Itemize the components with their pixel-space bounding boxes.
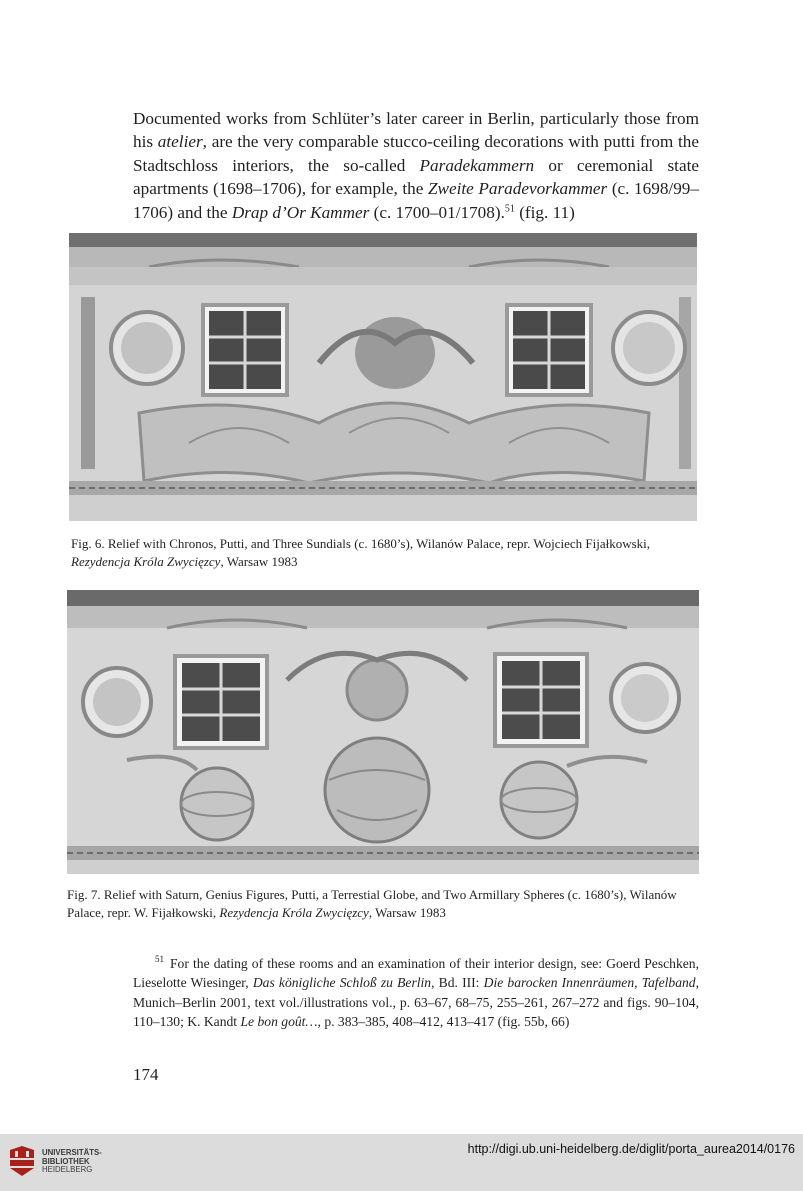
caption-book-title: Rezydencja Króla Zwycięzcy [71,554,221,569]
footnote-number: 51 [155,954,164,965]
footnote-text: For the dating of these rooms and an examination of their interior design, see: Goerd Peschken, Lieselotte Wiesinger, [133,956,699,991]
library-footer-bar [0,1134,803,1191]
body-paragraph [133,107,699,224]
footnote-text: , p. 383–385, 408–412, 413–417 (fig. 55b, 66) [317,1014,570,1030]
italic-term-drap-dor-kammer: Drap d’Or Kammer [231,202,370,222]
figure-7-caption [67,886,707,922]
body-text-segment: (c. 1698/99–1706) and the [133,179,699,222]
italic-term-atelier: atelier [157,132,203,152]
document-url-link[interactable]: http://digi.ub.uni-heidelberg.de/diglit/porta_aurea2014/0176 [467,1142,795,1156]
body-text-segment: , are the very comparable stucco-ceiling decorations with putti from the Stadtschloss interiors, the so-called [133,132,699,175]
figure-6-caption [71,535,691,571]
figure-7-photo [67,590,699,874]
footnote-italic-title: Das königliche Schloß zu Berlin [252,975,432,991]
library-name [42,1149,102,1175]
relief-chronos-sundials-image [69,233,697,521]
body-text-segment: (c. 1700–01/1708). [369,202,505,222]
library-name-line: BIBLIOTHEK [42,1156,90,1166]
body-text-segment: Documented works from Schlüter’s later career in Berlin, particularly those from his [133,109,699,152]
caption-text: , Warsaw 1983 [220,554,298,569]
footnote-reference[interactable]: 51 [504,202,515,214]
italic-term-zweite-paradevorkammer: Zweite Paradevorkammer [427,179,608,199]
library-name-line: UNIVERSITÄTS- [42,1148,102,1157]
figure-6-photo [69,233,697,521]
relief-saturn-globes-image [67,590,699,874]
italic-term-paradekammern: Paradekammern [419,155,535,175]
caption-text: Fig. 6. Relief with Chronos, Putti, and Three Sundials (c. 1680’s), Wilanów Palace, repr. Wojciech Fijałkowski, [71,536,651,551]
footnote-51 [133,954,699,1032]
body-text-segment: or ceremonial state apartments (1698–1706), for example, the [133,155,699,199]
library-logo-icon [8,1144,36,1178]
caption-text: Fig. 7. Relief with Saturn, Genius Figures, Putti, a Terrestial Globe, and Two Armillary Spheres (c. 1680’s), Wilanów Palace, repr. W. Fijałkowski, [67,887,677,920]
footnote-italic-title: Le bon goût… [240,1014,318,1030]
footnote-text: , Bd. III: [431,975,484,991]
footnote-text: , Munich–Berlin 2001, text vol./illustrations vol., p. 63–67, 68–75, 255–261, 267–272 and figs. 90–104, 110–130; K. Kandt [133,975,699,1030]
page-number: 174 [133,1065,159,1084]
library-name-line: HEIDELBERG [42,1165,93,1175]
body-text-segment: (fig. 11) [514,202,575,222]
caption-book-title: Rezydencja Króla Zwycięzcy [219,905,369,920]
caption-text: , Warsaw 1983 [368,905,446,920]
footnote-italic-title: Die barocken Innenräumen, Tafelband [483,975,696,991]
